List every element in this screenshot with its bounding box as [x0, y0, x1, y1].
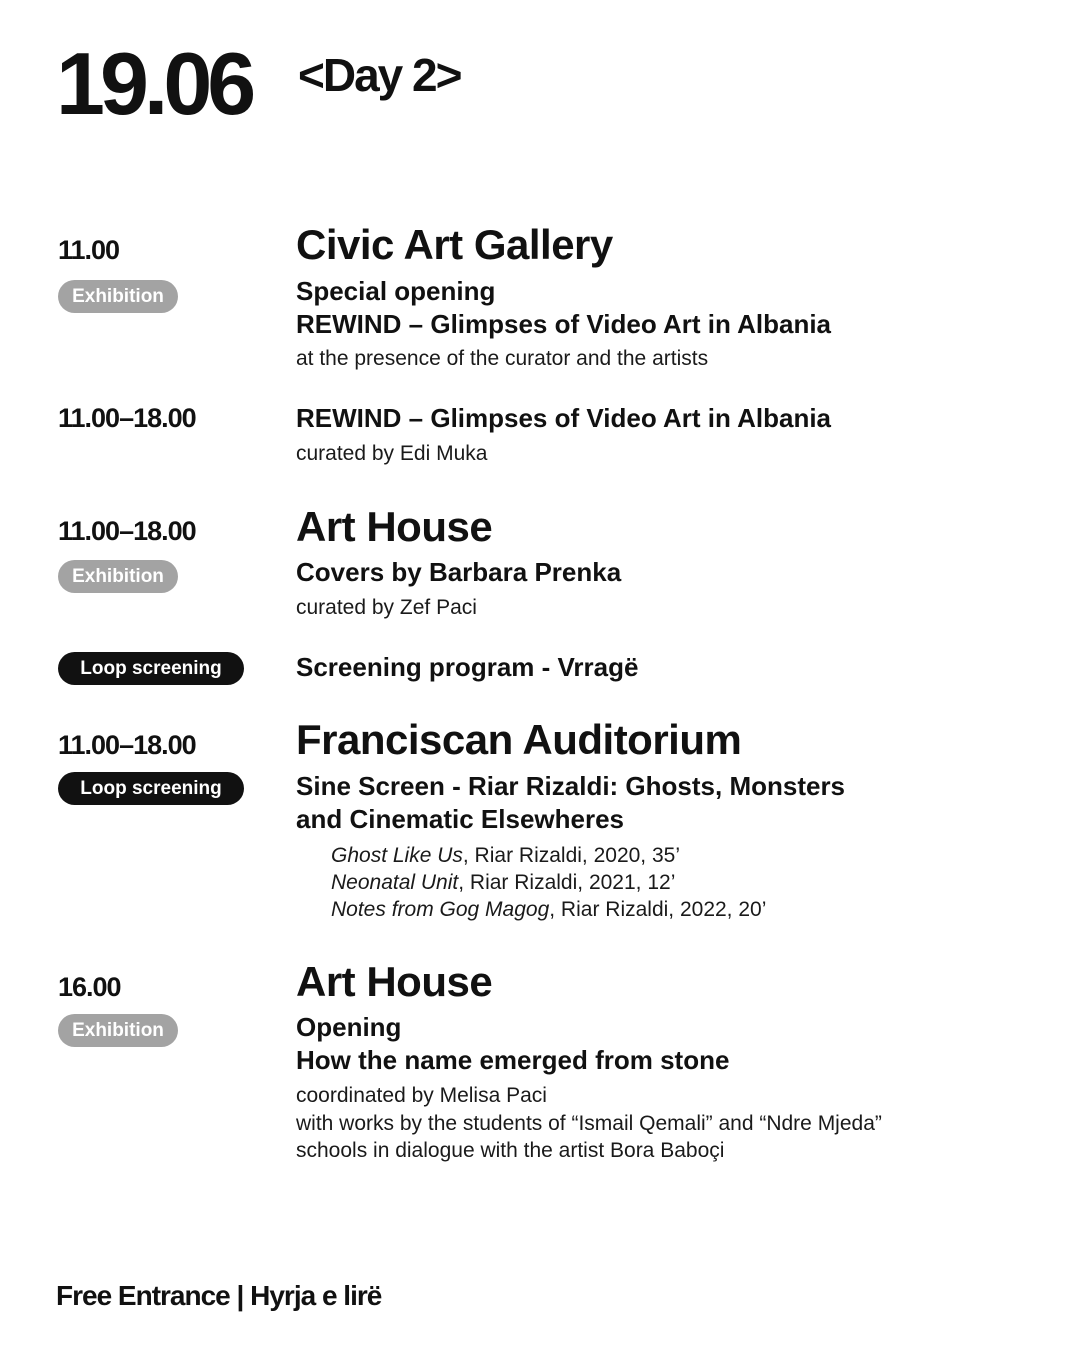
event-title: Special opening	[296, 276, 496, 306]
film-title: Ghost Like Us	[331, 844, 463, 867]
exhibition-badge: Exhibition	[58, 280, 178, 313]
film-details: , Riar Rizaldi, 2020, 35’	[462, 844, 680, 867]
event-title: Screening program - Vrragë	[296, 652, 639, 682]
exhibition-badge: Exhibition	[58, 560, 178, 593]
event-subtitle: How the name emerged from stone	[296, 1045, 730, 1075]
event-note: curated by Edi Muka	[296, 442, 488, 465]
event-time: 11.00	[58, 235, 120, 265]
film-title: Neonatal Unit	[331, 871, 459, 894]
event-title: Opening	[296, 1012, 402, 1042]
event-note: coordinated by Melisa Paci	[296, 1084, 547, 1107]
day-label: <Day 2>	[298, 49, 461, 101]
event-note: at the presence of the curator and the artists	[296, 347, 709, 370]
event-note: schools in dialogue with the artist Bora Baboçi	[296, 1139, 725, 1162]
event-time: 11.00–18.00	[58, 403, 196, 433]
free-entrance-footer: Free Entrance | Hyrja e lirë	[56, 1280, 382, 1311]
event-title-continued: and Cinematic Elsewheres	[296, 804, 625, 834]
date-heading: 19.06	[56, 34, 252, 133]
film-entry	[331, 869, 675, 896]
event-title: Covers by Barbara Prenka	[296, 557, 622, 587]
event-title: REWIND – Glimpses of Video Art in Albania	[296, 403, 832, 433]
event-note: with works by the students of “Ismail Qemali” and “Ndre Mjeda”	[296, 1112, 882, 1135]
film-entry	[331, 896, 766, 923]
film-details: , Riar Rizaldi, 2022, 20’	[549, 898, 767, 921]
event-subtitle: REWIND – Glimpses of Video Art in Albania	[296, 309, 832, 339]
film-details: , Riar Rizaldi, 2021, 12’	[458, 871, 676, 894]
film-entry	[331, 842, 680, 869]
event-note: curated by Zef Paci	[296, 596, 477, 619]
event-time: 11.00–18.00	[58, 516, 196, 546]
exhibition-badge: Exhibition	[58, 1014, 178, 1047]
event-time: 11.00–18.00	[58, 730, 196, 760]
venue-title: Franciscan Auditorium	[296, 716, 742, 763]
event-title: Sine Screen - Riar Rizaldi: Ghosts, Monsters	[296, 771, 846, 801]
venue-title: Civic Art Gallery	[296, 221, 613, 268]
film-title: Notes from Gog Magog	[331, 898, 550, 921]
event-time: 16.00	[58, 972, 121, 1002]
loop-screening-badge: Loop screening	[58, 652, 244, 685]
loop-screening-badge: Loop screening	[58, 772, 244, 805]
venue-title: Art House	[296, 503, 493, 550]
venue-title: Art House	[296, 958, 493, 1005]
